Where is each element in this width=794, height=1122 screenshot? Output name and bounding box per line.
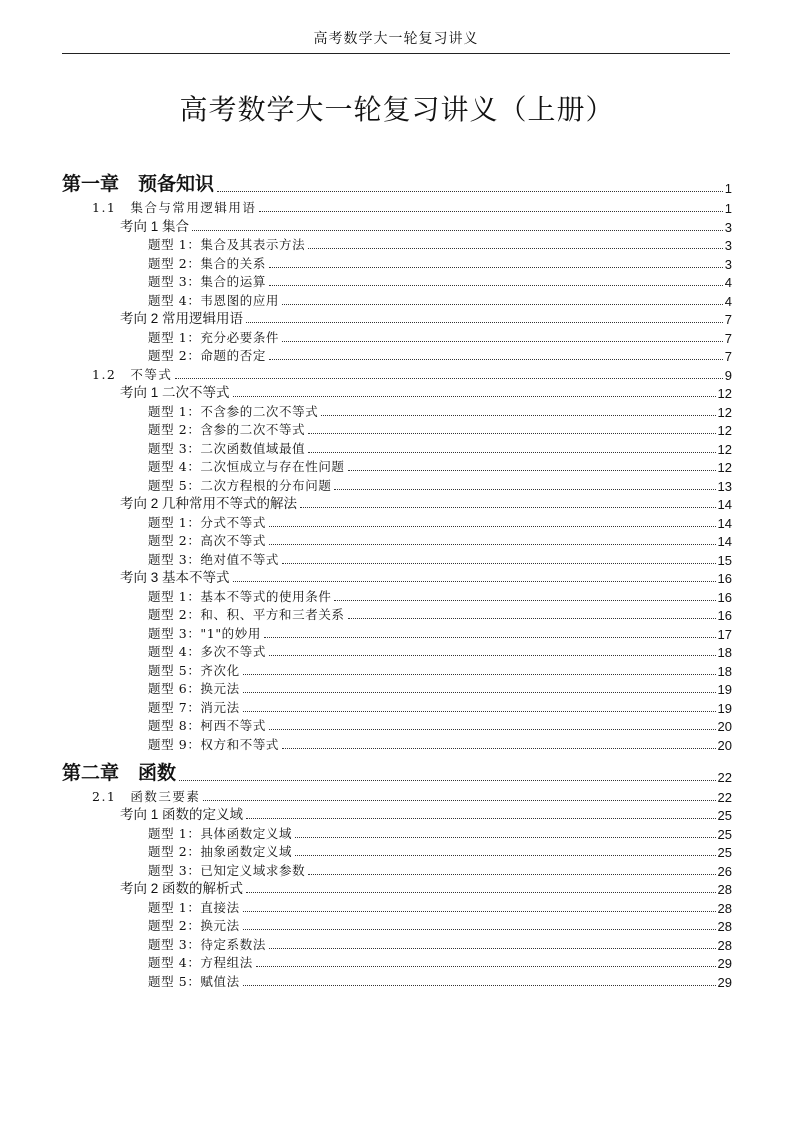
toc-entry[interactable]	[148, 270, 732, 290]
toc-entry[interactable]	[92, 363, 732, 383]
dot-leader	[203, 800, 715, 801]
dot-leader	[282, 563, 716, 564]
dot-leader	[217, 191, 723, 192]
toc-entry[interactable]	[148, 640, 732, 660]
dot-leader	[269, 267, 723, 268]
toc-entry-page: 12	[717, 441, 732, 457]
toc-entry-label: 题型 4：二次恒成立与存在性问题	[148, 459, 345, 474]
toc-entry[interactable]	[120, 307, 732, 327]
toc-entry-page: 20	[717, 737, 732, 753]
toc-entry-label: 考向 3 基本不等式	[120, 570, 230, 585]
toc-entry[interactable]	[148, 714, 732, 734]
toc-entry-page: 25	[717, 845, 732, 860]
toc-entry[interactable]	[148, 437, 732, 457]
toc-entry-page: 29	[717, 956, 732, 971]
toc-entry-label: 2.1 函数三要素	[92, 788, 201, 804]
toc-entry[interactable]	[148, 289, 732, 309]
toc-entry-page: 20	[717, 719, 732, 734]
dot-leader	[192, 230, 723, 231]
toc-entry[interactable]	[148, 733, 732, 753]
toc-entry-page: 25	[717, 808, 732, 823]
dot-leader	[348, 618, 716, 619]
toc-entry-label: 题型 2：高次不等式	[148, 533, 266, 548]
toc-entry-label: 题型 3：待定系数法	[148, 936, 266, 952]
dot-leader	[243, 692, 716, 693]
dot-leader	[256, 966, 716, 967]
toc-entry[interactable]	[148, 474, 732, 494]
toc-entry-label: 1.1 集合与常用逻辑用语	[92, 200, 257, 215]
toc-entry-page: 13	[717, 478, 732, 494]
toc-entry-page: 28	[717, 937, 732, 953]
dot-leader	[269, 285, 723, 286]
toc-entry-page: 15	[717, 552, 732, 568]
toc-entry-label: 考向 2 函数的解析式	[120, 881, 244, 896]
dot-leader	[300, 507, 716, 508]
toc-entry-page: 28	[717, 919, 732, 934]
toc-entry-page: 12	[717, 386, 732, 401]
toc-entry-page: 14	[717, 515, 732, 531]
dot-leader	[282, 748, 716, 749]
toc-entry-label: 题型 1：具体函数定义域	[148, 825, 293, 841]
toc-entry-label: 题型 5：赋值法	[148, 973, 240, 989]
dot-leader	[269, 359, 723, 360]
toc-entry[interactable]	[148, 511, 732, 531]
toc-entry-page: 3	[724, 219, 732, 235]
dot-leader	[246, 322, 723, 323]
toc-entry-page: 28	[717, 882, 732, 897]
dot-leader	[243, 929, 716, 930]
dot-leader	[308, 452, 715, 453]
toc-entry-page: 18	[717, 663, 732, 679]
toc-entry[interactable]	[148, 659, 732, 679]
dot-leader	[308, 433, 715, 434]
toc-entry[interactable]	[148, 696, 732, 716]
toc-entry[interactable]	[148, 455, 732, 475]
toc-entry-page: 25	[717, 826, 732, 842]
toc-entry-label: 考向 1 二次不等式	[120, 385, 230, 400]
dot-leader	[264, 637, 716, 638]
toc-entry[interactable]	[148, 951, 732, 971]
dot-leader	[246, 892, 716, 893]
toc-entry-label: 题型 2：和、积、平方和三者关系	[148, 607, 345, 622]
toc-entry[interactable]	[148, 933, 732, 953]
toc-entry-label: 题型 6：换元法	[148, 681, 240, 696]
toc-entry-label: 题型 1：分式不等式	[148, 514, 266, 530]
toc-entry-label: 题型 2：集合的关系	[148, 255, 266, 271]
toc-entry-page: 12	[717, 404, 732, 420]
dot-leader	[282, 341, 723, 342]
toc-entry[interactable]	[148, 418, 732, 438]
toc-entry-page: 28	[717, 900, 732, 916]
toc-entry-page: 16	[717, 608, 732, 623]
toc-entry-page: 12	[717, 423, 732, 438]
toc-entry-page: 4	[724, 275, 732, 290]
toc-entry[interactable]	[148, 603, 732, 623]
toc-entry-label: 题型 1：集合及其表示方法	[148, 237, 306, 252]
toc-entry-label: 题型 1：充分必要条件	[148, 329, 280, 345]
toc-entry[interactable]	[120, 803, 732, 823]
header-divider	[62, 53, 730, 54]
toc-entry[interactable]	[92, 196, 732, 216]
toc-entry-label: 题型 4：方程组法	[148, 955, 253, 970]
toc-entry-label: 题型 2：抽象函数定义域	[148, 844, 293, 859]
toc-entry[interactable]	[148, 548, 732, 568]
dot-leader	[282, 304, 723, 305]
dot-leader	[308, 248, 723, 249]
toc-entry[interactable]	[120, 381, 732, 401]
toc-entry-label: 题型 3：二次函数值域最值	[148, 440, 306, 456]
toc-entry-label: 考向 1 集合	[120, 218, 190, 234]
toc-entry-label: 第二章 函数	[62, 761, 177, 784]
toc-entry-label: 题型 8：柯西不等式	[148, 718, 266, 733]
dot-leader	[243, 674, 716, 675]
toc-entry[interactable]	[148, 400, 732, 420]
toc-entry-label: 题型 2：换元法	[148, 918, 240, 933]
toc-entry-label: 考向 2 常用逻辑用语	[120, 311, 244, 326]
toc-entry-page: 19	[717, 682, 732, 697]
toc-entry-label: 题型 3：绝对值不等式	[148, 551, 280, 567]
dot-leader	[246, 818, 716, 819]
toc-entry-page: 22	[717, 789, 732, 805]
dot-leader	[269, 948, 716, 949]
dot-leader	[259, 211, 722, 212]
dot-leader	[243, 985, 716, 986]
dot-leader	[175, 378, 722, 379]
dot-leader	[179, 780, 716, 781]
toc-entry[interactable]	[92, 785, 732, 805]
toc-entry-label: 题型 3："1"的妙用	[148, 625, 261, 641]
toc-entry-page: 16	[717, 589, 732, 605]
dot-leader	[243, 711, 716, 712]
toc-entry-page: 14	[717, 497, 732, 512]
toc-entry-page: 7	[724, 312, 732, 327]
dot-leader	[269, 655, 716, 656]
toc-entry-page: 1	[724, 181, 732, 196]
toc-entry-label: 题型 1：直接法	[148, 899, 240, 915]
toc-entry[interactable]	[148, 822, 732, 842]
dot-leader	[269, 729, 716, 730]
toc-entry-page: 7	[724, 330, 732, 346]
toc-entry[interactable]	[148, 622, 732, 642]
toc-entry-page: 19	[717, 700, 732, 716]
toc-entry-label: 题型 4：韦恩图的应用	[148, 292, 280, 308]
toc-entry-page: 3	[724, 256, 732, 272]
toc-entry[interactable]	[148, 840, 732, 860]
toc-entry-page: 1	[724, 201, 732, 216]
toc-entry-label: 题型 1：不含参的二次不等式	[148, 403, 319, 419]
toc-entry-label: 题型 2：含参的二次不等式	[148, 422, 306, 437]
toc-entry-page: 4	[724, 293, 732, 309]
toc-entry[interactable]	[120, 877, 732, 897]
dot-leader	[334, 489, 715, 490]
toc-entry[interactable]	[120, 492, 732, 512]
toc-entry-page: 17	[717, 626, 732, 642]
toc-entry-page: 9	[724, 367, 732, 383]
toc-entry[interactable]	[148, 896, 732, 916]
toc-entry[interactable]	[148, 970, 732, 990]
dot-leader	[295, 855, 715, 856]
toc-entry-label: 题型 3：已知定义域求参数	[148, 862, 306, 878]
toc-entry-label: 题型 5：齐次化	[148, 662, 240, 678]
toc-entry[interactable]	[148, 529, 732, 549]
toc-entry[interactable]	[120, 566, 732, 586]
dot-leader	[334, 600, 715, 601]
toc-entry-label: 题型 2：命题的否定	[148, 348, 266, 363]
toc-entry-label: 题型 3：集合的运算	[148, 274, 266, 289]
running-header: 高考数学大一轮复习讲义	[313, 31, 479, 47]
dot-leader	[348, 470, 716, 471]
toc-entry[interactable]	[62, 759, 732, 785]
toc-entry[interactable]	[148, 326, 732, 346]
toc-entry-page: 18	[717, 645, 732, 660]
toc-entry-page: 12	[717, 460, 732, 475]
toc-entry[interactable]	[62, 170, 732, 196]
toc-entry-page: 3	[724, 238, 732, 253]
toc-entry-page: 7	[724, 349, 732, 364]
toc-entry[interactable]	[148, 233, 732, 253]
toc-entry[interactable]	[120, 215, 732, 235]
toc-entry[interactable]	[148, 914, 732, 934]
toc-entry-label: 题型 5：二次方程根的分布问题	[148, 477, 332, 493]
dot-leader	[308, 874, 715, 875]
dot-leader	[243, 911, 716, 912]
toc-entry[interactable]	[148, 252, 732, 272]
toc-entry[interactable]	[148, 677, 732, 697]
toc-entry-label: 题型 9：权方和不等式	[148, 736, 280, 752]
document-title: 高考数学大一轮复习讲义（上册）	[179, 93, 615, 126]
toc-entry-label: 题型 1：基本不等式的使用条件	[148, 588, 332, 604]
toc-entry-label: 题型 4：多次不等式	[148, 644, 266, 659]
toc-entry[interactable]	[148, 344, 732, 364]
toc-entry-page: 29	[717, 974, 732, 990]
toc-entry-label: 1.2 不等式	[92, 366, 173, 382]
toc-entry[interactable]	[148, 859, 732, 879]
toc-entry-label: 第一章 预备知识	[62, 173, 215, 195]
dot-leader	[295, 837, 715, 838]
toc-entry-page: 16	[717, 571, 732, 586]
toc-entry[interactable]	[148, 585, 732, 605]
toc-entry-label: 题型 7：消元法	[148, 699, 240, 715]
dot-leader	[269, 526, 716, 527]
toc-entry-page: 26	[717, 863, 732, 879]
toc-entry-page: 22	[717, 769, 732, 785]
toc-entry-label: 考向 2 几种常用不等式的解法	[120, 496, 298, 511]
toc-entry-page: 14	[717, 534, 732, 549]
dot-leader	[233, 396, 716, 397]
dot-leader	[233, 581, 716, 582]
dot-leader	[321, 415, 715, 416]
dot-leader	[269, 544, 716, 545]
toc-entry-label: 考向 1 函数的定义域	[120, 807, 244, 822]
